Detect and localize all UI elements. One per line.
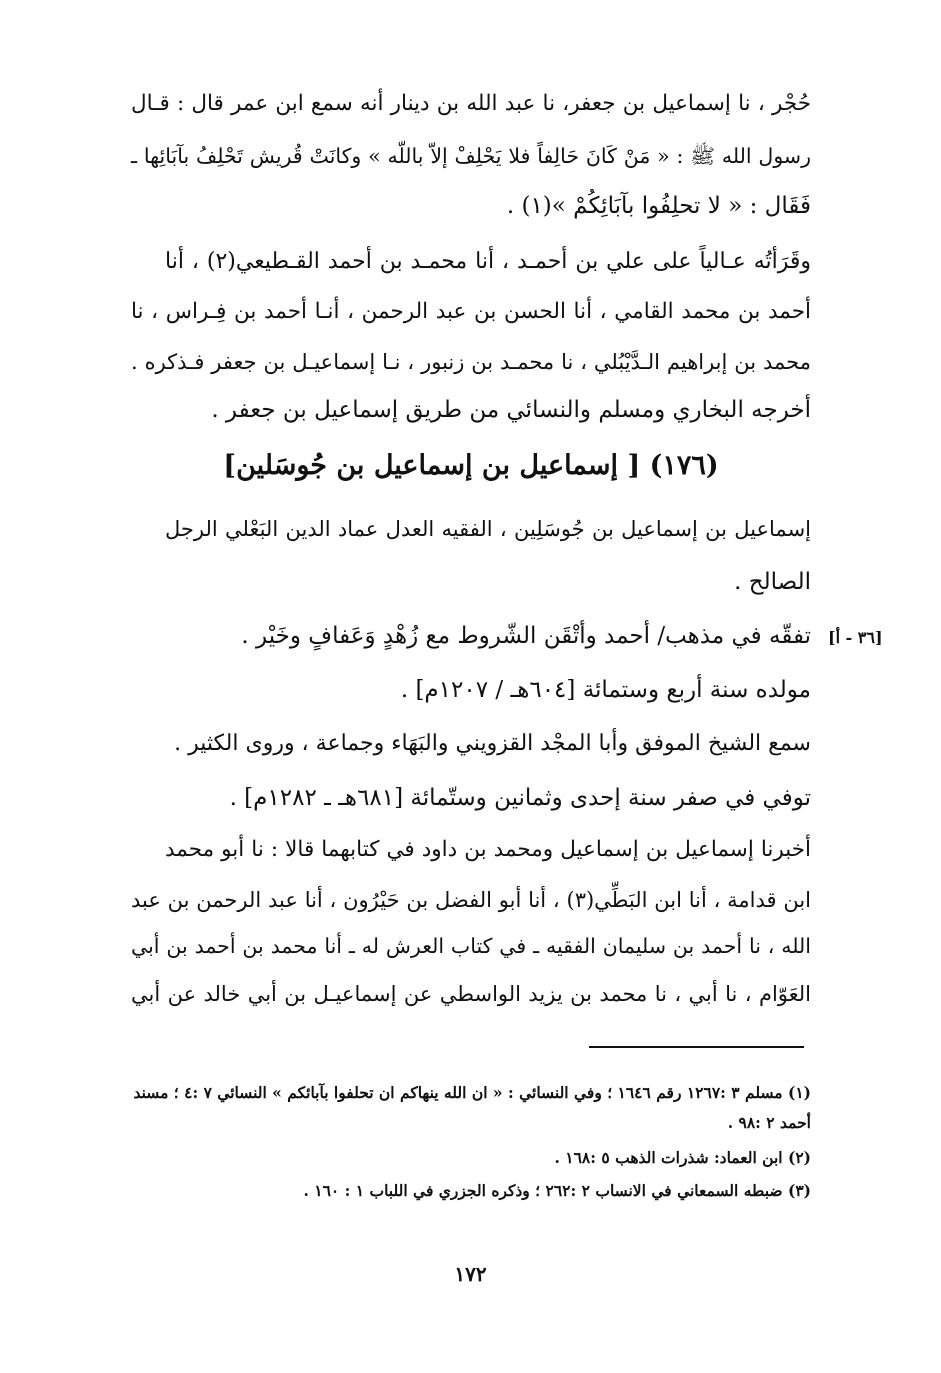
page-number: ١٧٢ <box>454 1262 487 1286</box>
body-line: وقَرَأتُه عـالياً على علي بن أحمـد ، أنا محمـد بن أحمد القـطيعي(٢) ، أنا <box>165 249 811 274</box>
body-line: أخرجه البخاري ومسلم والنسائي من طريق إسماعيل بن جعفر . <box>211 397 811 423</box>
entry-line: أخبرنا إسماعيل بن إسماعيل ومحمد بن داود في كتابهما قالا : نا أبو محمد <box>165 837 811 862</box>
footnote-divider <box>589 1046 804 1048</box>
body-line: فَقَال : « لا تحلِفُوا بآبَائِكُمْ »(١) . <box>506 193 811 219</box>
body-line: حُجْر ، نا إسماعيل بن جعفر، نا عبد الله بن دينار أنه سمع ابن عمر قال : قـال <box>131 91 811 116</box>
entry-line: إسماعيل بن إسماعيل بن جُوسَلِين ، الفقيه العدل عماد الدين البَعْلي الرجل <box>165 517 811 541</box>
body-line: رسول الله ﷺ : « مَنْ كَانَ حَالِفاً فلا يَحْلِفْ إلاّ باللّه » وكانَتْ قُريش تَحْلِفُ بآبَائِها ـ <box>131 144 811 168</box>
folio-marker: [٣٦ - أ] <box>828 628 883 647</box>
entry-line: تفقّه في مذهب/ أحمد وأتْقَن الشّروط مع زُهْدٍ وَعَفافٍ وخَيْر . <box>241 623 811 649</box>
entry-line: مولده سنة أربع وستمائة [٦٠٤هـ / ١٢٠٧م] . <box>400 677 811 703</box>
footnote: (٢) ابن العماد: شذرات الذهب ٥ :١٦٨ . <box>554 1148 811 1167</box>
entry-heading: (١٧٦) [ إسماعيل بن إسماعيل بن جُوسَلين] <box>223 450 719 481</box>
body-line: محمد بن إبراهيم الـدَّيْبُلي ، نا محمـد بن زنبور ، نـا إسماعيـل بن جعفر فـذكره . <box>131 350 811 374</box>
footnote: أحمد ٢ :٩٨ . <box>727 1113 811 1132</box>
entry-line: العَوّام ، نا أبي ، نا محمد بن يزيد الواسطي عن إسماعيـل بن أبي خالد عن أبي <box>131 982 811 1006</box>
entry-line: الصالح . <box>734 569 811 595</box>
entry-line: ابن قدامة ، أنا ابن البَطِّي(٣) ، أنا أبو الفضل بن حَيْرُون ، أنا عبد الرحمن بن عبد <box>131 888 812 912</box>
entry-line: الله ، نا أحمد بن سليمان الفقيه ـ في كتاب العرش له ـ أنا محمد بن أحمد بن أبي <box>131 934 811 958</box>
entry-line: سمع الشيخ الموفق وأبا المجْد القزويني والبَهَاء وجماعة ، وروى الكثير . <box>174 731 811 756</box>
footnote: (١) مسلم ٣ :١٢٦٧ رقم ١٦٤٦ ؛ وفي النسائي : « ان الله ينهاكم ان تحلفوا بآبائكم » النسائي ٧ :٤ ؛ مسند <box>133 1083 811 1102</box>
body-line: أحمد بن محمد القامي ، أنا الحسن بن عبد الرحمن ، أنـا أحمد بن فِـراس ، نا <box>131 299 811 324</box>
footnote: (٣) ضبطه السمعاني في الانساب ٢ :٢٦٢ ؛ وذكره الجزري في اللباب ١ : ١٦٠ . <box>303 1181 811 1200</box>
entry-line: توفي في صفر سنة إحدى وثمانين وستّمائة [٦٨١هـ ـ ١٢٨٢م] . <box>229 785 811 811</box>
